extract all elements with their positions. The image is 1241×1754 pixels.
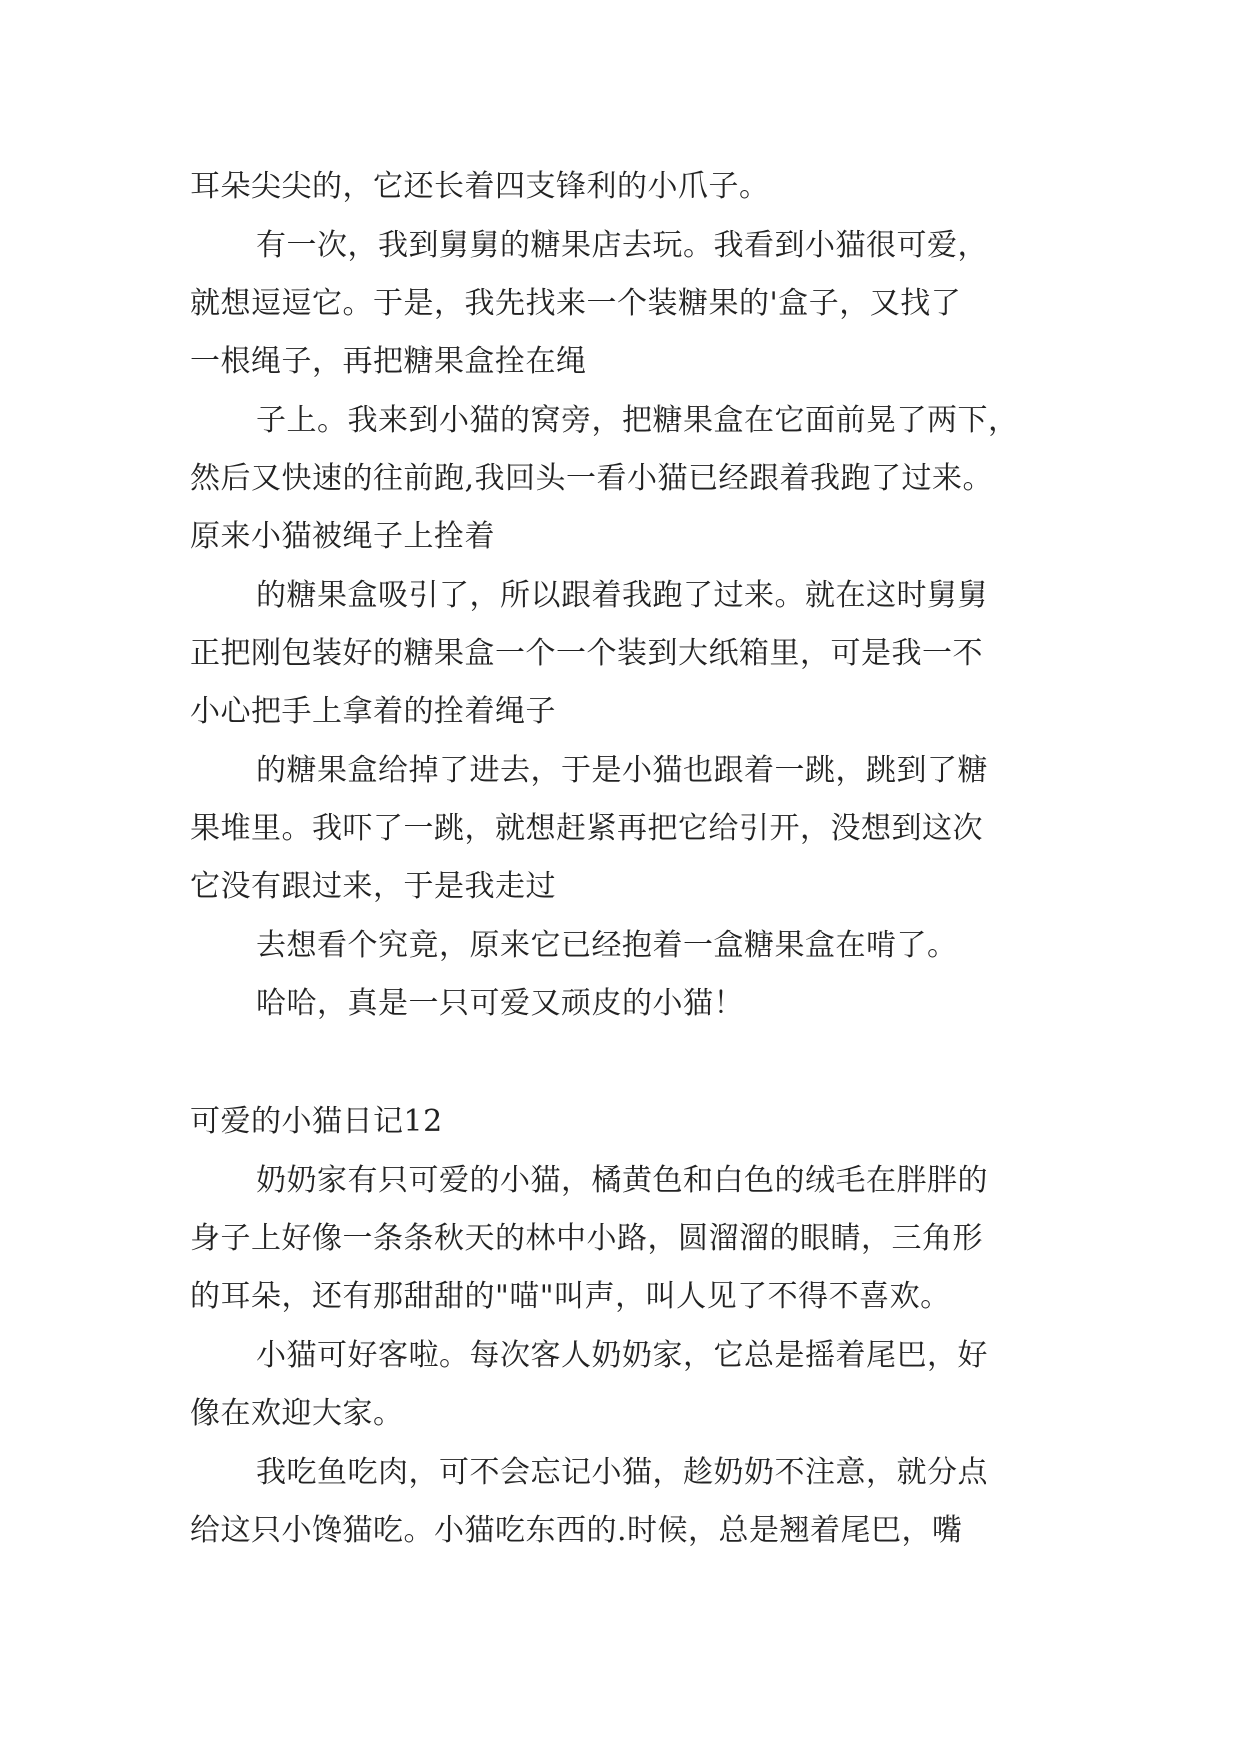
text-line: 小心把手上拿着的拴着绳子 [190,694,556,729]
text-line: 身子上好像一条条秋天的林中小路，圆溜溜的眼睛，三角形 [190,1221,983,1256]
text-line: 它没有跟过来，于是我走过 [190,869,556,904]
text-line: 一根绳子，再把糖果盒拴在绳 [190,344,587,379]
text-line: 我吃鱼吃肉，可不会忘记小猫，趁奶奶不注意，就分点 [256,1455,988,1490]
text-line: 去想看个究竟，原来它已经抱着一盒糖果盒在啃了。 [256,928,958,963]
text-line: 奶奶家有只可爱的小猫，橘黄色和白色的绒毛在胖胖的 [256,1163,988,1198]
text-line: 小猫可好客啦。每次客人奶奶家，它总是摇着尾巴，好 [256,1338,988,1373]
text-line: 果堆里。我吓了一跳，就想赶紧再把它给引开，没想到这次 [190,811,983,846]
text-line: 就想逗逗它。于是，我先找来一个装糖果的'盒子，又找了 [190,286,962,321]
text-line: 的糖果盒给掉了进去，于是小猫也跟着一跳，跳到了糖 [256,753,988,788]
text-line: 原来小猫被绳子上拴着 [190,519,495,554]
section-heading: 可爱的小猫日记12 [190,1104,443,1139]
text-line: 然后又快速的往前跑,我回头一看小猫已经跟着我跑了过来。 [190,461,994,496]
text-line: 的耳朵，还有那甜甜的"喵"叫声，叫人见了不得不喜欢。 [190,1279,951,1314]
text-line: 哈哈，真是一只可爱又顽皮的小猫！ [256,986,744,1021]
text-line: 有一次，我到舅舅的糖果店去玩。我看到小猫很可爱， [256,228,988,263]
text-line: 正把刚包装好的糖果盒一个一个装到大纸箱里，可是我一不 [190,636,983,671]
text-line: 子上。我来到小猫的窝旁，把糖果盒在它面前晃了两下， [256,403,1019,438]
text-line: 给这只小馋猫吃。小猫吃东西的.时候，总是翘着尾巴，嘴 [190,1513,963,1548]
text-line: 像在欢迎大家。 [190,1396,404,1431]
text-line: 的糖果盒吸引了，所以跟着我跑了过来。就在这时舅舅 [256,578,988,613]
text-line: 耳朵尖尖的，它还长着四支锋利的小爪子。 [190,169,770,204]
